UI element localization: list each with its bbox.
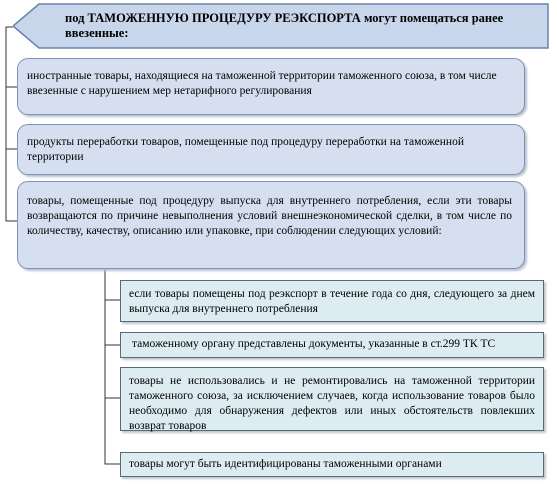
header-banner xyxy=(13,3,550,49)
item-processed-products-text: продукты переработки товаров, помещенные под процедуру переработки на таможенной территории xyxy=(27,136,464,163)
condition-one-year xyxy=(120,280,544,322)
condition-identifiable xyxy=(120,452,544,477)
condition-documents xyxy=(120,332,544,358)
item-foreign-goods-text: иностранные товары, находящиеся на таможенной территории таможенного союза, в том числе ввезенные с нарушением мер нетарифного регулирования xyxy=(27,70,497,97)
item-returned-goods xyxy=(17,181,525,269)
condition-not-used xyxy=(120,367,544,431)
item-foreign-goods xyxy=(17,58,525,115)
header-title: под ТАМОЖЕННУЮ ПРОЦЕДУРУ РЕЭКСПОРТА могут помещаться ранее ввезенные: xyxy=(65,11,504,40)
condition-one-year-text: если товары помещены под реэкспорт в течение года со дня, следующего за днем выпуска для внутреннего потребления xyxy=(129,288,535,315)
item-processed-products xyxy=(17,124,525,175)
condition-documents-text: таможенному органу представлены документы, указанные в ст.299 ТК ТС xyxy=(132,338,496,350)
item-returned-goods-text: товары, помещенные под процедуру выпуска для внутреннего потребления, если эти товары возвращаются по причине невыполнения условий внешнеэкономической сделки, в том числе по количеству, качеству, описанию или упаковке, при соблюдении следующих условий: xyxy=(27,195,512,237)
condition-identifiable-text: товары могут быть идентифицированы таможенными органами xyxy=(129,458,442,470)
condition-not-used-text: товары не использовались и не ремонтировались на таможенной территории таможенного союза, за исключением случаев, когда использование товаров было необходимо для обнаружения дефектов или иных обстоятельств повлекших возврат товаров xyxy=(129,375,535,432)
